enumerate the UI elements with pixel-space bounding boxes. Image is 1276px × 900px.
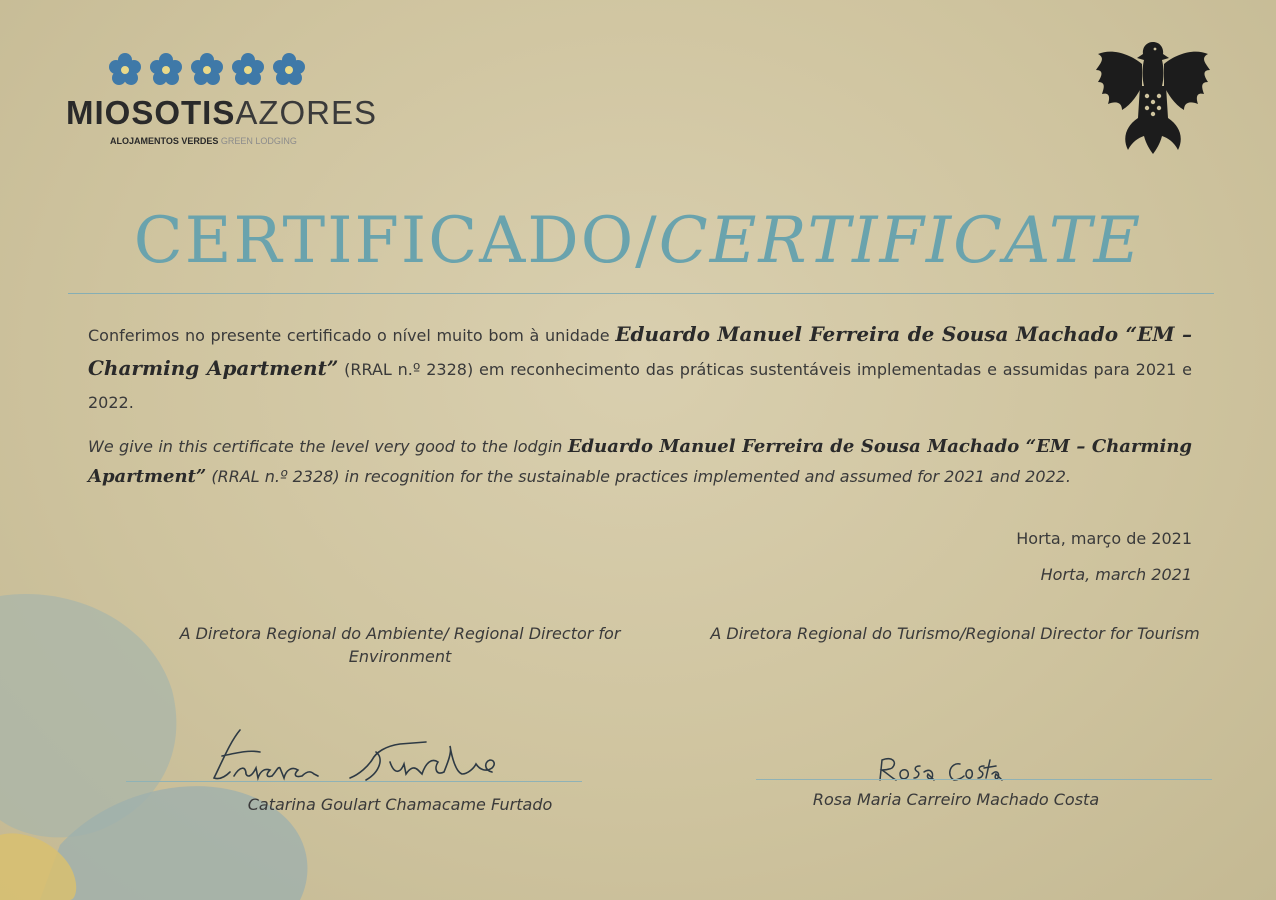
tagline-light: GREEN LODGING	[220, 136, 297, 146]
logo-brand-bold: MIOSOTIS	[66, 94, 236, 131]
body-paragraph-pt	[88, 318, 1192, 419]
tagline-bold: ALOJAMENTOS VERDES	[110, 136, 219, 146]
date-pt: Horta, março de 2021	[1016, 529, 1192, 548]
forget-me-not-flowers-icon	[108, 52, 308, 88]
body-en-lead: We give in this certificate the level very good to the lodgin	[88, 437, 568, 456]
body-en-rest: (RRAL n.º 2328) in recognition for the sustainable practices implemented and assumed for 2021 and 2022.	[206, 467, 1071, 486]
certificate-title	[0, 206, 1276, 276]
body-pt-lead: Conferimos no presente certificado o nível muito bom à unidade	[88, 326, 616, 345]
signatory-role-tourism: A Diretora Regional do Turismo/Regional Director for Tourism	[710, 624, 1200, 643]
signatory-role-environment: A Diretora Regional do Ambiente/ Regional Director for Environment	[179, 624, 621, 666]
signatory-name-tourism: Rosa Maria Carreiro Machado Costa	[812, 790, 1100, 809]
signatory-name-environment: Catarina Goulart Chamacame Furtado	[247, 795, 553, 814]
signature-line-tourism	[756, 779, 1212, 780]
logo-brand-light: AZORES	[235, 94, 378, 131]
azores-eagle-emblem-icon	[1092, 34, 1214, 158]
body-pt-rest: (RRAL n.º 2328) em reconhecimento das práticas sustentáveis implementadas e assumidas para 2021 e 2022.	[88, 360, 1193, 412]
body-en-unit-name: Eduardo Manuel Ferreira de Sousa Machado “EM – Charming Apartment”	[88, 436, 1192, 487]
title-divider	[68, 293, 1214, 294]
date-en: Horta, march 2021	[1040, 565, 1192, 584]
body-pt-unit-name: Eduardo Manuel Ferreira de Sousa Machado “EM – Charming Apartment”	[88, 322, 1193, 380]
logo-tagline	[110, 136, 297, 146]
signature-rosa-costa	[874, 752, 1014, 786]
title-en: CERTIFICATE	[658, 204, 1143, 278]
logo-wordmark	[66, 96, 377, 129]
body-paragraph-en	[88, 432, 1192, 492]
miosotis-azores-logo	[66, 52, 378, 152]
signature-line-environment	[126, 781, 582, 782]
title-pt: CERTIFICADO/	[133, 204, 659, 278]
